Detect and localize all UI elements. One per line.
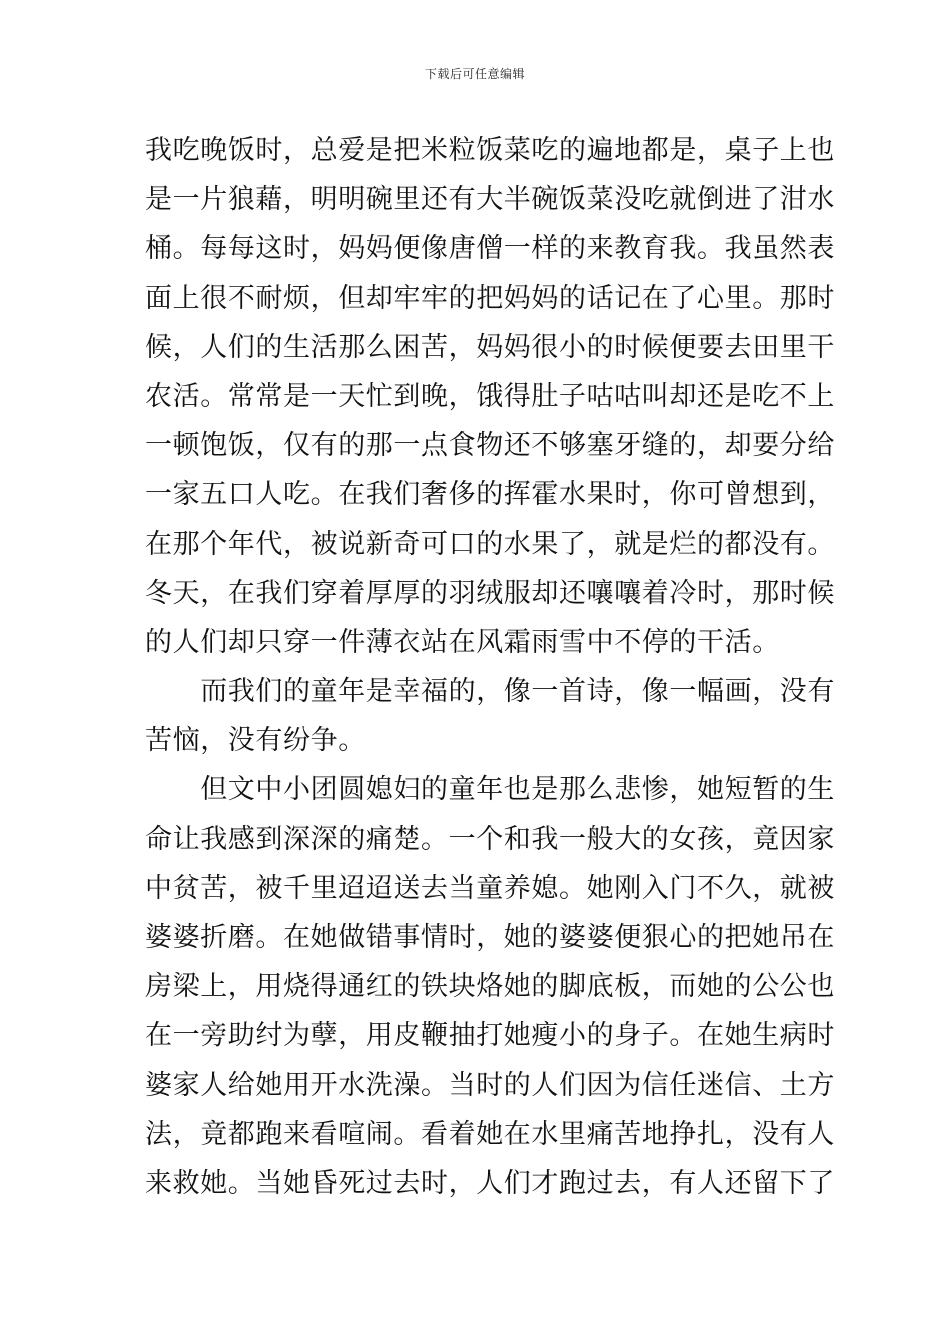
- text-line: 在那个年代，被说新奇可口的水果了，就是烂的都没有。: [145, 528, 835, 560]
- text-line: 苦恼，没有纷争。: [145, 725, 366, 757]
- text-line: 来救她。当她昏死过去时，人们才跑过去，有人还留下了: [145, 1167, 835, 1199]
- text-line: 命让我感到深深的痛楚。一个和我一般大的女孩，竟因家: [145, 823, 835, 855]
- paragraph-1: [145, 126, 835, 667]
- text-line: 婆婆折磨。在她做错事情时，她的婆婆便狠心的把她吊在: [145, 922, 835, 953]
- text-line: 我吃晚饭时，总爱是把米粒饭菜吃的遍地都是，桌子上也: [145, 135, 835, 166]
- text-line: 农活。常常是一天忙到晚，饿得肚子咕咕叫却还是吃不上: [145, 380, 835, 412]
- text-line: 一家五口人吃。在我们奢侈的挥霍水果时，你可曾想到，: [145, 479, 835, 511]
- text-line: 但文中小团圆媳妇的童年也是那么悲惨，她短暂的生: [145, 774, 835, 806]
- page-header: 下载后可任意编辑: [424, 67, 525, 81]
- paragraph-3: [145, 765, 835, 1208]
- document-body: [145, 126, 835, 1208]
- text-line: 法，竟都跑来看喧闹。看着她在水里痛苦地挣扎，没有人: [145, 1118, 835, 1150]
- text-line: 婆家人给她用开水洗澡。当时的人们因为信任迷信、土方: [145, 1069, 835, 1101]
- text-line: 桶。每每这时，妈妈便像唐僧一样的来教育我。我虽然表: [145, 233, 835, 265]
- paragraph-2: [145, 667, 835, 765]
- text-line: 一顿饱饭，仅有的那一点食物还不够塞牙缝的，却要分给: [145, 430, 835, 462]
- text-line: 候，人们的生活那么困苦，妈妈很小的时候便要去田里干: [145, 331, 835, 363]
- text-line: 是一片狼藉，明明碗里还有大半碗饭菜没吃就倒进了泔水: [145, 184, 835, 216]
- text-line: 面上很不耐烦，但却牢牢的把妈妈的话记在了心里。那时: [145, 282, 835, 314]
- text-line: 冬天，在我们穿着厚厚的羽绒服却还嚷嚷着冷时，那时候: [145, 577, 835, 609]
- text-line: 在一旁助纣为孽，用皮鞭抽打她瘦小的身子。在她生病时: [145, 1020, 835, 1052]
- text-line: 中贫苦，被千里迢迢送去当童养媳。她刚入门不久，就被: [145, 872, 835, 904]
- text-line: 而我们的童年是幸福的，像一首诗，像一幅画，没有: [145, 676, 835, 708]
- text-line: 房梁上，用烧得通红的铁块烙她的脚底板，而她的公公也: [145, 971, 835, 1003]
- text-line: 的人们却只穿一件薄衣站在风霜雨雪中不停的干活。: [145, 626, 780, 658]
